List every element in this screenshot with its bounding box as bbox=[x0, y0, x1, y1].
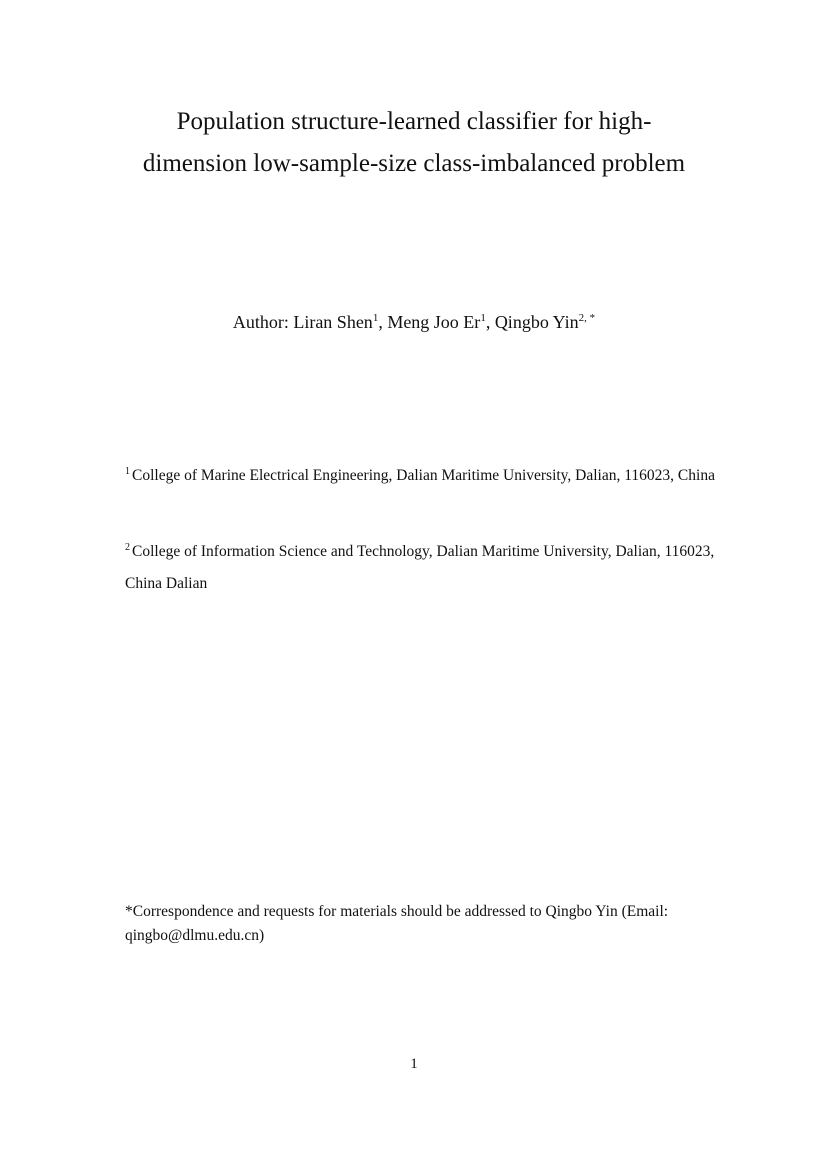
affiliation-text: College of Information Science and Technology, Dalian Maritime University, Dalian, 116023, China Dalian bbox=[125, 543, 715, 592]
author-line bbox=[0, 312, 828, 333]
paper-title-line-2: dimension low-sample-size class-imbalanced problem bbox=[142, 150, 686, 177]
author-affiliation-mark: 2, * bbox=[578, 312, 596, 324]
paper-title-line-1: Population structure-learned classifier for high- bbox=[176, 108, 652, 135]
affiliation-mark: 2 bbox=[125, 542, 130, 553]
affiliation-mark: 1 bbox=[125, 466, 130, 477]
author-separator: , bbox=[378, 312, 388, 332]
author-affiliation-mark: 1 bbox=[372, 312, 379, 324]
author-affiliation-mark: 1 bbox=[480, 312, 486, 324]
author-name: Meng Joo Er bbox=[387, 312, 481, 332]
author-prefix: Author: bbox=[232, 312, 294, 332]
author-name: Liran Shen bbox=[293, 312, 373, 332]
page-number: 1 bbox=[410, 1056, 418, 1072]
affiliation-1 bbox=[125, 456, 725, 492]
correspondence-note: *Correspondence and requests for materials should be addressed to Qingbo Yin (Email: qingbo@dlmu.edu.cn) bbox=[125, 903, 669, 944]
author-separator: , bbox=[485, 312, 495, 332]
affiliation-text: College of Marine Electrical Engineering, Dalian Maritime University, Dalian, 116023, China bbox=[132, 467, 715, 484]
affiliation-2 bbox=[125, 532, 725, 600]
author-name: Qingbo Yin bbox=[494, 312, 579, 332]
